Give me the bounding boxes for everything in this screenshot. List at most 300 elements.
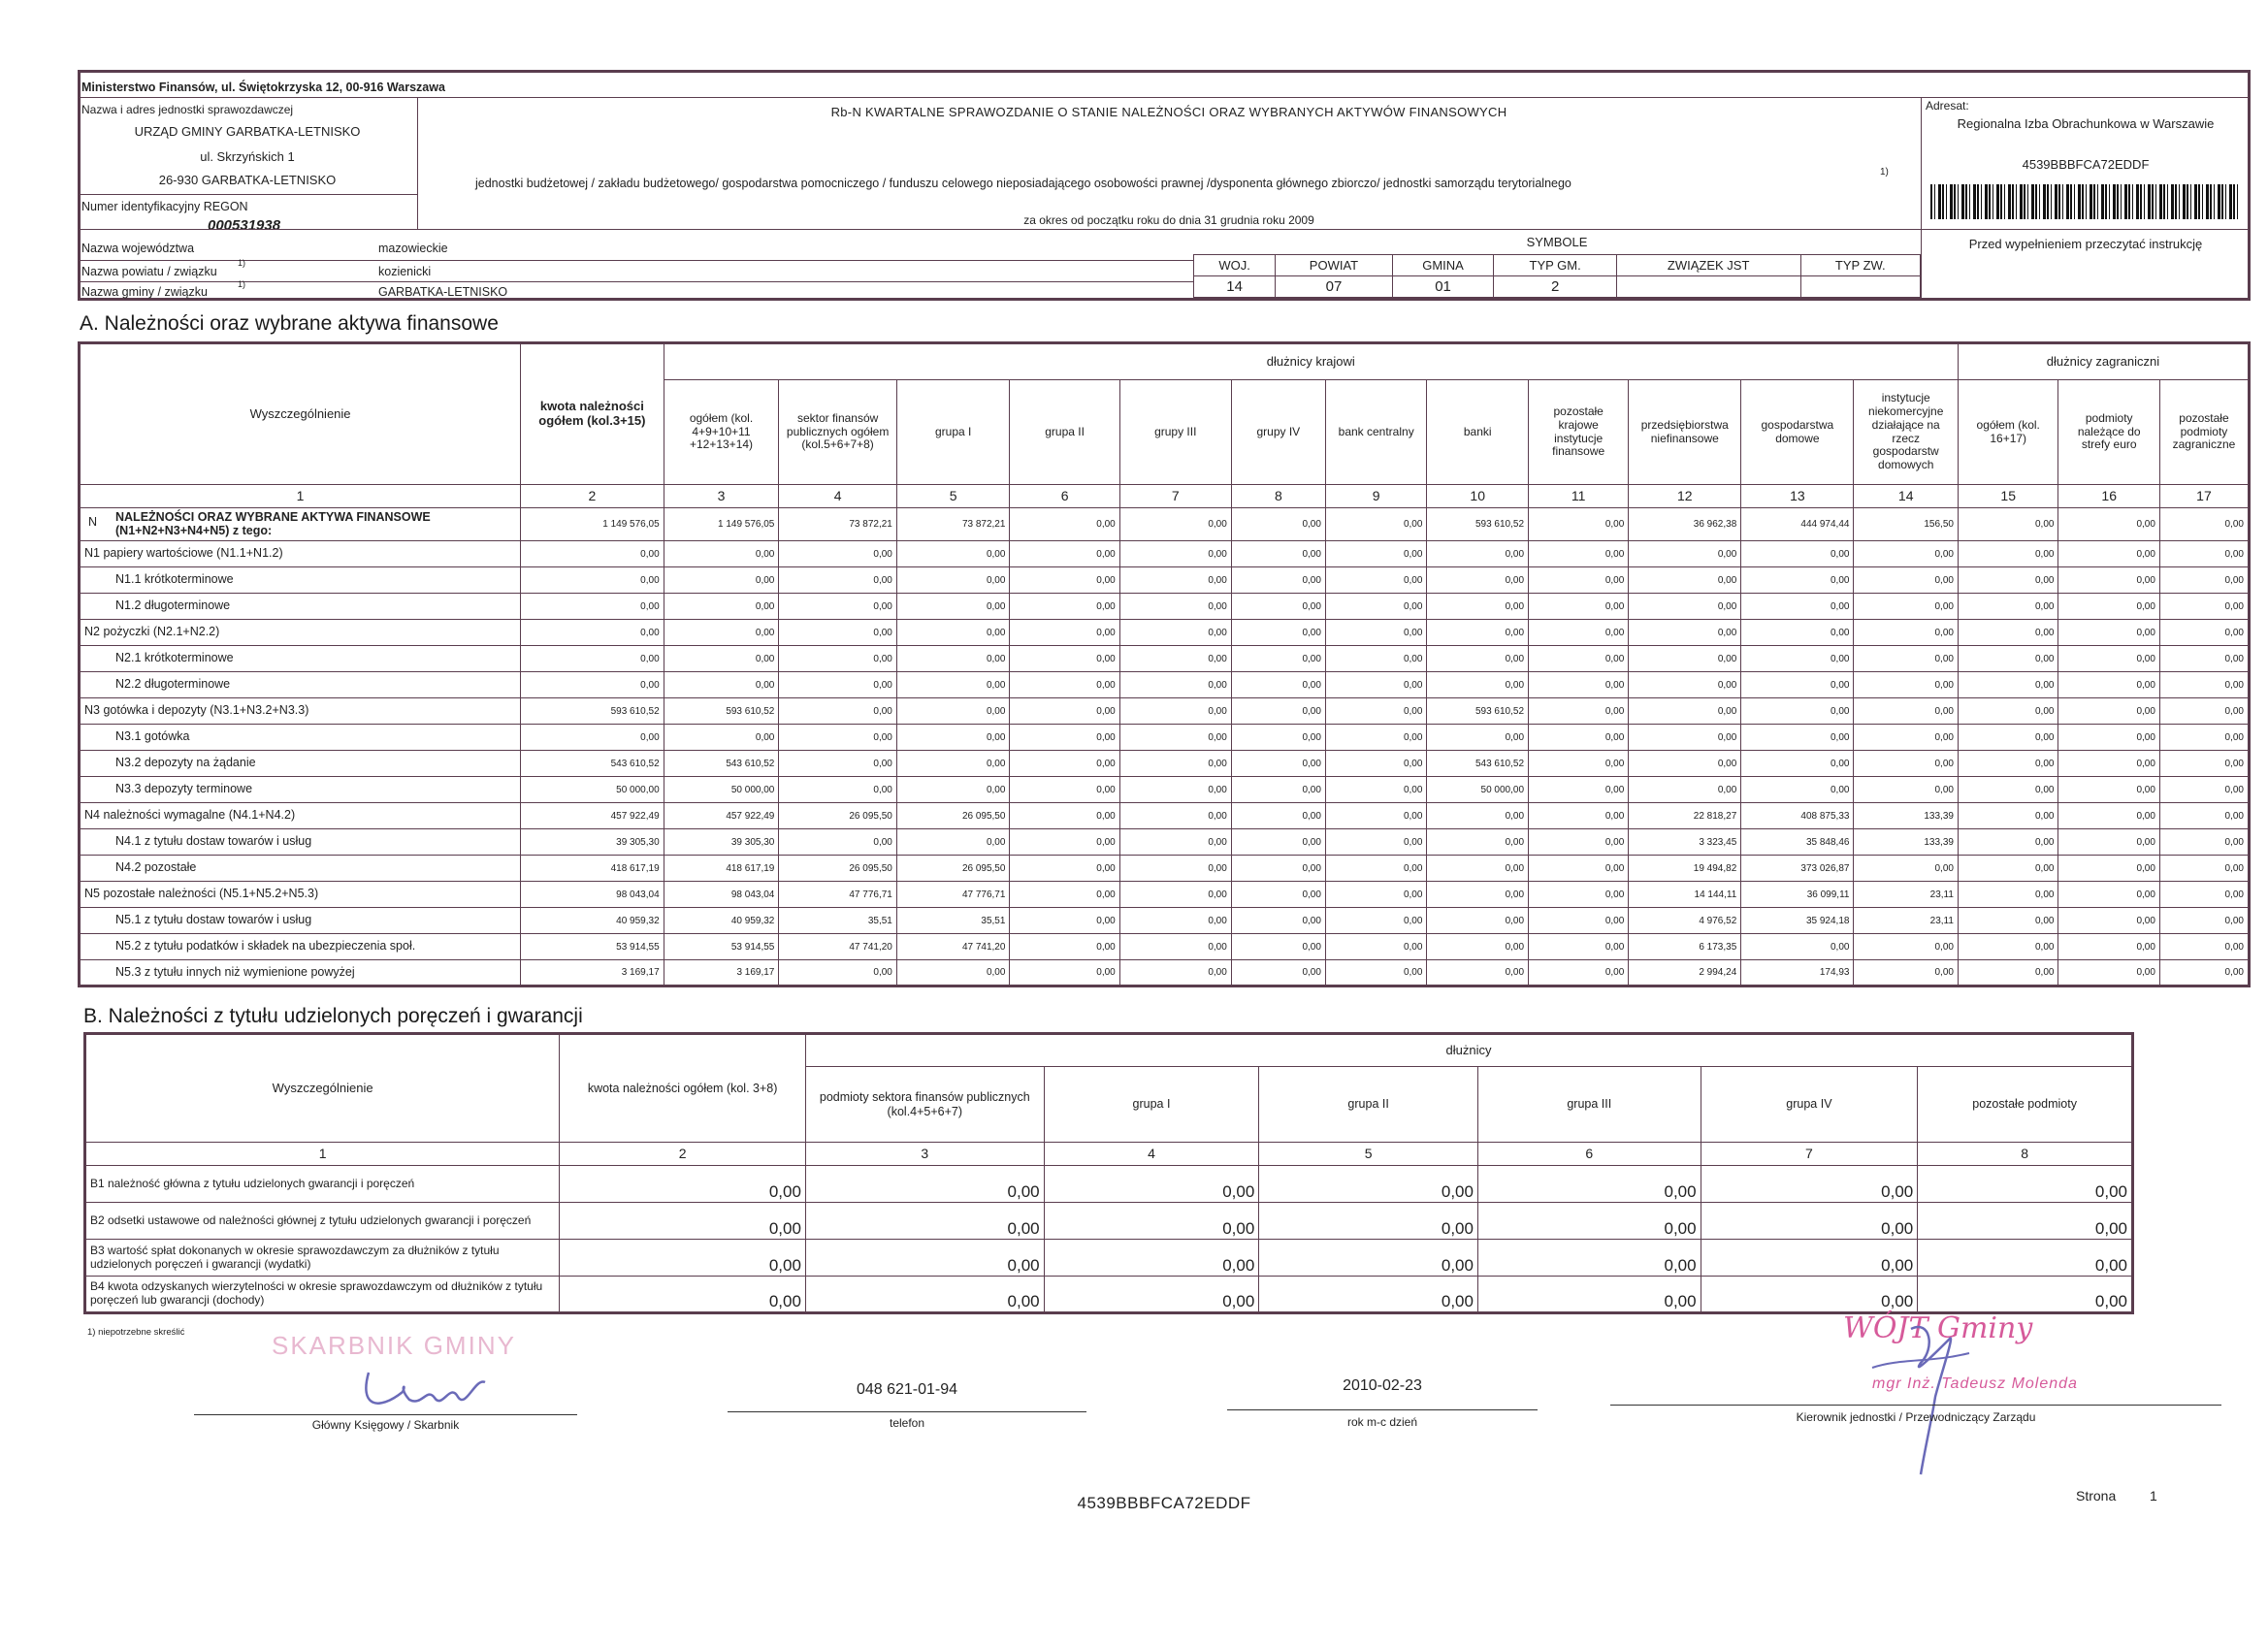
table-cell: 0,00 [2159, 777, 2249, 803]
row-label: N4 należności wymagalne (N4.1+N4.2) [80, 803, 521, 829]
table-cell: 0,00 [1325, 672, 1426, 698]
table-cell: 0,00 [1529, 777, 1629, 803]
column-header: pozostałe krajowe instytucje finansowe [1529, 380, 1629, 485]
group-foreign: dłużnicy zagraniczni [1958, 343, 2249, 380]
table-cell: 0,00 [1958, 594, 2058, 620]
table-cell: 0,00 [2058, 672, 2159, 698]
table-cell: 0,00 [1231, 934, 1325, 960]
row-label: N5.2 z tytułu podatków i składek na ubezpieczenia społ. [80, 934, 521, 960]
table-row [80, 882, 2250, 908]
row-label: N1.1 krótkoterminowe [80, 567, 521, 594]
commune-label: Nazwa gminy / związku [81, 285, 208, 299]
table-cell: 0,00 [1629, 594, 1741, 620]
ministry-line: Ministerstwo Finansów, ul. Świętokrzyska 12, 00-916 Warszawa [81, 81, 445, 94]
table-cell: 593 610,52 [1427, 698, 1529, 725]
table-cell: 0,00 [2058, 908, 2159, 934]
group-domestic: dłużnicy krajowi [664, 343, 1958, 380]
row-label: N4.1 z tytułu dostaw towarów i usług [80, 829, 521, 856]
table-cell: 0,00 [1918, 1166, 2133, 1203]
table-cell: 0,00 [2058, 508, 2159, 541]
table-cell: 0,00 [896, 777, 1010, 803]
col-total: kwota należności ogółem (kol.3+15) [521, 343, 664, 485]
table-cell: 0,00 [2058, 882, 2159, 908]
table-cell: 0,00 [779, 620, 897, 646]
table-cell: 0,00 [2058, 594, 2159, 620]
table-cell: 418 617,19 [664, 856, 779, 882]
table-cell: 0,00 [664, 646, 779, 672]
table-cell: 0,00 [1325, 829, 1426, 856]
table-cell: 0,00 [1701, 1203, 1918, 1240]
table-cell: 0,00 [2058, 803, 2159, 829]
table-cell: 0,00 [1958, 672, 2058, 698]
column-header: grupa II [1010, 380, 1119, 485]
table-cell: 0,00 [1119, 908, 1231, 934]
phone: 048 621-01-94 [856, 1381, 958, 1398]
table-cell: 0,00 [1529, 594, 1629, 620]
table-cell: 0,00 [1958, 882, 2058, 908]
table-cell: 0,00 [1119, 829, 1231, 856]
table-cell: 0,00 [1010, 646, 1119, 672]
table-cell: 0,00 [1854, 960, 1959, 986]
table-cell: 0,00 [1427, 856, 1529, 882]
table-cell: 0,00 [1010, 803, 1119, 829]
table-cell: 0,00 [1741, 777, 1854, 803]
column-index: 1 [80, 485, 521, 508]
table-cell: 0,00 [2159, 620, 2249, 646]
table-cell: 0,00 [2058, 620, 2159, 646]
row-label: N3.1 gotówka [80, 725, 521, 751]
table-cell: 0,00 [779, 567, 897, 594]
table-cell: 50 000,00 [1427, 777, 1529, 803]
table-cell: 0,00 [664, 567, 779, 594]
table-cell: 457 922,49 [664, 803, 779, 829]
table-row [85, 1277, 2133, 1313]
table-cell: 0,00 [1958, 698, 2058, 725]
table-cell: 4 976,52 [1629, 908, 1741, 934]
column-header: podmioty należące do strefy euro [2058, 380, 2159, 485]
table-cell: 0,00 [1427, 594, 1529, 620]
table-cell: 0,00 [1427, 934, 1529, 960]
table-cell: 0,00 [1427, 829, 1529, 856]
table-cell: 3 169,17 [521, 960, 664, 986]
table-cell: 73 872,21 [896, 508, 1010, 541]
table-cell: 47 776,71 [896, 882, 1010, 908]
table-cell: 0,00 [1325, 620, 1426, 646]
row-label: N1.2 długoterminowe [80, 594, 521, 620]
table-cell: 0,00 [1958, 803, 2058, 829]
addressee: Regionalna Izba Obrachunkowa w Warszawie [1957, 116, 2215, 131]
table-cell: 35,51 [779, 908, 897, 934]
column-header: gospodarstwa domowe [1741, 380, 1854, 485]
table-cell: 0,00 [2159, 908, 2249, 934]
table-row [80, 594, 2250, 620]
column-header: pozostałe podmioty zagraniczne [2159, 380, 2249, 485]
table-cell: 0,00 [1854, 567, 1959, 594]
table-cell: 0,00 [2058, 646, 2159, 672]
row-label: B1 należność główna z tytułu udzielonych gwarancji i poręczeń [85, 1166, 560, 1203]
table-cell: 0,00 [2159, 567, 2249, 594]
commune: GARBATKA-LETNISKO [378, 285, 508, 299]
table-cell: 593 610,52 [664, 698, 779, 725]
column-header: banki [1427, 380, 1529, 485]
document-code: 4539BBBFCA72EDDF [1077, 1494, 1251, 1512]
table-cell: 0,00 [805, 1277, 1044, 1313]
table-row [85, 1166, 2133, 1203]
table-cell: 0,00 [2058, 777, 2159, 803]
footnote: 1) niepotrzebne skreślić [87, 1327, 185, 1338]
column-index: 13 [1741, 485, 1854, 508]
table-cell: 0,00 [1529, 960, 1629, 986]
report-title: Rb-N KWARTALNE SPRAWOZDANIE O STANIE NALEŻNOŚCI ORAZ WYBRANYCH AKTYWÓW FINANSOWYCH [830, 105, 1507, 119]
column-index: 7 [1119, 485, 1231, 508]
table-cell: 0,00 [1529, 908, 1629, 934]
table-cell: 73 872,21 [779, 508, 897, 541]
date-label: rok m-c dzień [1346, 1415, 1418, 1429]
table-cell: 0,00 [1529, 698, 1629, 725]
table-cell: 0,00 [2058, 698, 2159, 725]
table-cell: 35 924,18 [1741, 908, 1854, 934]
row-label: B4 kwota odzyskanych wierzytelności w okresie sprawozdawczym od dłużników z tytułu poręczeń lub gwarancji (dochody) [85, 1277, 560, 1313]
table-cell: 543 610,52 [1427, 751, 1529, 777]
row-label: N4.2 pozostałe [80, 856, 521, 882]
table-cell: 0,00 [1259, 1203, 1478, 1240]
table-cell: 0,00 [1854, 672, 1959, 698]
column-header: grupa I [1044, 1067, 1259, 1143]
divider [78, 229, 1921, 230]
table-cell: 0,00 [2159, 751, 2249, 777]
column-index: 3 [805, 1143, 1044, 1166]
table-cell: 0,00 [1119, 508, 1231, 541]
table-cell: 0,00 [1010, 567, 1119, 594]
row-label: N5 pozostałe należności (N5.1+N5.2+N5.3) [80, 882, 521, 908]
table-cell: 0,00 [1701, 1240, 1918, 1277]
table-cell: 0,00 [1325, 541, 1426, 567]
table-cell: 0,00 [664, 594, 779, 620]
divider [1921, 229, 2251, 230]
column-index: 7 [1701, 1143, 1918, 1166]
table-cell: 0,00 [896, 594, 1010, 620]
table-cell: 0,00 [1958, 908, 2058, 934]
table-cell: 0,00 [2159, 856, 2249, 882]
column-header: grupa III [1477, 1067, 1701, 1143]
table-cell: 36 099,11 [1741, 882, 1854, 908]
table-cell: 0,00 [2159, 725, 2249, 751]
table-cell: 0,00 [1741, 620, 1854, 646]
table-cell: 0,00 [1231, 594, 1325, 620]
table-cell: 0,00 [1918, 1203, 2133, 1240]
table-cell: 26 095,50 [896, 803, 1010, 829]
table-cell: 0,00 [1958, 646, 2058, 672]
table-cell: 53 914,55 [521, 934, 664, 960]
table-cell: 0,00 [1529, 567, 1629, 594]
table-cell: 0,00 [1119, 672, 1231, 698]
table-cell: 0,00 [1958, 934, 2058, 960]
table-cell: 0,00 [1231, 725, 1325, 751]
table-cell: 0,00 [2058, 829, 2159, 856]
table-cell: 26 095,50 [779, 803, 897, 829]
table-cell: 0,00 [1477, 1166, 1701, 1203]
table-cell: 0,00 [2058, 751, 2159, 777]
table-cell: 0,00 [896, 960, 1010, 986]
table-cell: 0,00 [1119, 725, 1231, 751]
table-cell: 0,00 [1958, 725, 2058, 751]
table-cell: 0,00 [1854, 751, 1959, 777]
table-cell: 0,00 [1044, 1277, 1259, 1313]
table-cell: 36 962,38 [1629, 508, 1741, 541]
table-cell: 0,00 [1529, 856, 1629, 882]
column-index: 6 [1010, 485, 1119, 508]
receivables-table [78, 341, 2251, 987]
treasurer-stamp: SKARBNIK GMINY [272, 1331, 516, 1360]
table-cell: 0,00 [1741, 934, 1854, 960]
signature-line [1227, 1409, 1538, 1410]
table-cell: 0,00 [1325, 594, 1426, 620]
page-label: Strona [2076, 1488, 2117, 1504]
table-cell: 543 610,52 [664, 751, 779, 777]
table-cell: 98 043,04 [521, 882, 664, 908]
table-cell: 0,00 [1958, 777, 2058, 803]
table-cell: 0,00 [896, 620, 1010, 646]
table-cell: 0,00 [1629, 725, 1741, 751]
table-cell: 0,00 [1918, 1240, 2133, 1277]
column-header: pozostałe podmioty [1918, 1067, 2133, 1143]
column-index: 14 [1854, 485, 1959, 508]
table-cell: 14 144,11 [1629, 882, 1741, 908]
table-cell: 0,00 [1010, 672, 1119, 698]
table-cell: 0,00 [805, 1203, 1044, 1240]
table-row [80, 803, 2250, 829]
divider [78, 194, 417, 195]
column-index: 2 [560, 1143, 806, 1166]
column-index: 3 [664, 485, 779, 508]
table-cell: 0,00 [1854, 934, 1959, 960]
table-cell: 0,00 [779, 829, 897, 856]
table-cell: 156,50 [1854, 508, 1959, 541]
column-index: 11 [1529, 485, 1629, 508]
table-cell: 0,00 [1231, 508, 1325, 541]
table-cell: 0,00 [1231, 751, 1325, 777]
table-cell: 0,00 [664, 672, 779, 698]
signature-line [1610, 1405, 2221, 1406]
unit-city: 26-930 GARBATKA-LETNISKO [158, 173, 337, 187]
head-stamp: mgr Inż. Tadeusz Molenda [1872, 1375, 2078, 1392]
table-cell: 0,00 [1325, 803, 1426, 829]
regon-number: 000531938 [208, 217, 281, 234]
addressee-label: Adresat: [1926, 99, 1969, 113]
table-cell: 0,00 [1119, 646, 1231, 672]
table-cell: 0,00 [1629, 751, 1741, 777]
table-cell: 23,11 [1854, 908, 1959, 934]
table-cell: 0,00 [1529, 803, 1629, 829]
table-cell: 0,00 [2058, 934, 2159, 960]
table-cell: 0,00 [2159, 646, 2249, 672]
row-label: N3 gotówka i depozyty (N3.1+N3.2+N3.3) [80, 698, 521, 725]
table-cell: 0,00 [1958, 751, 2058, 777]
table-cell: 0,00 [1231, 829, 1325, 856]
symbol-label: TYP GM. [1494, 255, 1616, 276]
table-cell: 0,00 [896, 725, 1010, 751]
table-cell: 0,00 [1259, 1166, 1478, 1203]
column-index: 9 [1325, 485, 1426, 508]
table-cell: 593 610,52 [1427, 508, 1529, 541]
column-index: 4 [779, 485, 897, 508]
table-cell: 0,00 [1741, 725, 1854, 751]
table-cell: 0,00 [1741, 646, 1854, 672]
table-cell: 0,00 [1854, 725, 1959, 751]
row-prefix: N [88, 515, 98, 529]
table-cell: 0,00 [1325, 777, 1426, 803]
table-cell: 0,00 [1231, 698, 1325, 725]
table-row [80, 856, 2250, 882]
report-date: 2010-02-23 [1343, 1377, 1422, 1394]
table-cell: 0,00 [1010, 594, 1119, 620]
table-cell: 0,00 [2159, 960, 2249, 986]
table-cell: 0,00 [1854, 594, 1959, 620]
table-cell: 0,00 [779, 751, 897, 777]
table-cell: 0,00 [779, 960, 897, 986]
symbol-value: 14 [1194, 276, 1276, 298]
col-description: Wyszczególnienie [85, 1034, 560, 1143]
table-cell: 0,00 [1325, 960, 1426, 986]
unit-street: ul. Skrzyńskich 1 [200, 149, 295, 164]
table-cell: 47 741,20 [896, 934, 1010, 960]
table-cell: 0,00 [1010, 751, 1119, 777]
table-cell: 0,00 [1427, 567, 1529, 594]
table-cell: 0,00 [1231, 620, 1325, 646]
table-cell: 23,11 [1854, 882, 1959, 908]
table-cell: 0,00 [2159, 508, 2249, 541]
table-cell: 0,00 [1325, 725, 1426, 751]
table-cell: 50 000,00 [521, 777, 664, 803]
table-cell: 0,00 [521, 594, 664, 620]
column-header: przedsiębiorstwa niefinansowe [1629, 380, 1741, 485]
table-cell: 0,00 [1918, 1277, 2133, 1313]
head-stamp: WÓJT Gminy [1843, 1311, 2033, 1345]
table-row [80, 620, 2250, 646]
accountant-signature-icon [349, 1353, 504, 1421]
symbol-value [1616, 276, 1800, 298]
column-header: grupa II [1259, 1067, 1478, 1143]
unit-name: URZĄD GMINY GARBATKA-LETNISKO [134, 124, 361, 139]
table-cell: 0,00 [1629, 567, 1741, 594]
table-row [85, 1203, 2133, 1240]
table-cell: 0,00 [779, 725, 897, 751]
column-index: 10 [1427, 485, 1529, 508]
symbol-label: WOJ. [1194, 255, 1276, 276]
symbols-label: SYMBOLE [1526, 235, 1588, 249]
column-index: 1 [85, 1143, 560, 1166]
table-cell: 133,39 [1854, 829, 1959, 856]
table-cell: 0,00 [1741, 751, 1854, 777]
table-cell: 40 959,32 [664, 908, 779, 934]
column-index: 12 [1629, 485, 1741, 508]
table-cell: 0,00 [1629, 541, 1741, 567]
table-cell: 0,00 [1529, 882, 1629, 908]
table-cell: 6 173,35 [1629, 934, 1741, 960]
table-cell: 0,00 [1231, 803, 1325, 829]
table-cell: 174,93 [1741, 960, 1854, 986]
table-cell: 0,00 [1119, 751, 1231, 777]
table-cell: 373 026,87 [1741, 856, 1854, 882]
table-cell: 0,00 [805, 1240, 1044, 1277]
table-cell: 0,00 [1231, 541, 1325, 567]
table-cell: 0,00 [1427, 725, 1529, 751]
table-cell: 2 994,24 [1629, 960, 1741, 986]
table-cell: 0,00 [1325, 508, 1426, 541]
column-header: grupy III [1119, 380, 1231, 485]
table-cell: 0,00 [2058, 541, 2159, 567]
table-cell: 3 169,17 [664, 960, 779, 986]
table-cell: 0,00 [1010, 777, 1119, 803]
table-cell: 47 741,20 [779, 934, 897, 960]
table-cell: 0,00 [1427, 960, 1529, 986]
row-label: N2.2 długoterminowe [80, 672, 521, 698]
table-cell: 0,00 [805, 1166, 1044, 1203]
table-cell: 0,00 [779, 646, 897, 672]
table-cell: 0,00 [1010, 541, 1119, 567]
footnote-mark: 1) [1880, 167, 1889, 178]
table-cell: 0,00 [664, 541, 779, 567]
column-header: podmioty sektora finansów publicznych (kol.4+5+6+7) [805, 1067, 1044, 1143]
column-header: instytucje niekomercyjne działające na rzecz gospodarstw domowych [1854, 380, 1959, 485]
table-cell: 0,00 [1231, 777, 1325, 803]
row-label: B2 odsetki ustawowe od należności głównej z tytułu udzielonych gwarancji i poręczeń [85, 1203, 560, 1240]
table-cell: 0,00 [1629, 646, 1741, 672]
table-cell: 0,00 [1119, 594, 1231, 620]
table-cell: 0,00 [1958, 856, 2058, 882]
symbol-value [1800, 276, 1920, 298]
table-cell: 0,00 [1741, 698, 1854, 725]
table-cell: 0,00 [1010, 620, 1119, 646]
table-cell: 26 095,50 [779, 856, 897, 882]
table-cell: 0,00 [1854, 698, 1959, 725]
table-cell: 0,00 [521, 672, 664, 698]
table-cell: 0,00 [1010, 960, 1119, 986]
voivodeship-label: Nazwa województwa [81, 242, 195, 255]
table-cell: 0,00 [1119, 567, 1231, 594]
table-cell: 0,00 [1477, 1203, 1701, 1240]
table-row [80, 751, 2250, 777]
table-cell: 35 848,46 [1741, 829, 1854, 856]
table-cell: 0,00 [1231, 856, 1325, 882]
table-cell: 0,00 [2159, 934, 2249, 960]
table-cell: 0,00 [1119, 620, 1231, 646]
table-cell: 50 000,00 [664, 777, 779, 803]
table-cell: 0,00 [779, 777, 897, 803]
section-b-title: B. Należności z tytułu udzielonych poręczeń i gwarancji [83, 1005, 583, 1027]
table-cell: 40 959,32 [521, 908, 664, 934]
table-cell: 0,00 [1119, 856, 1231, 882]
symbol-label: GMINA [1392, 255, 1494, 276]
table-cell: 0,00 [1529, 620, 1629, 646]
table-cell: 0,00 [1010, 934, 1119, 960]
table-cell: 0,00 [2058, 567, 2159, 594]
table-cell: 0,00 [1231, 567, 1325, 594]
table-cell: 0,00 [1477, 1240, 1701, 1277]
table-cell: 0,00 [2159, 541, 2249, 567]
column-header: ogółem (kol. 4+9+10+11 +12+13+14) [664, 380, 779, 485]
table-cell: 0,00 [1231, 882, 1325, 908]
table-cell: 0,00 [1010, 908, 1119, 934]
column-index: 6 [1477, 1143, 1701, 1166]
table-cell: 0,00 [1010, 882, 1119, 908]
table-cell: 47 776,71 [779, 882, 897, 908]
table-cell: 0,00 [1231, 960, 1325, 986]
table-cell: 0,00 [1427, 646, 1529, 672]
table-cell: 0,00 [1629, 620, 1741, 646]
table-cell: 0,00 [1325, 567, 1426, 594]
table-cell: 408 875,33 [1741, 803, 1854, 829]
